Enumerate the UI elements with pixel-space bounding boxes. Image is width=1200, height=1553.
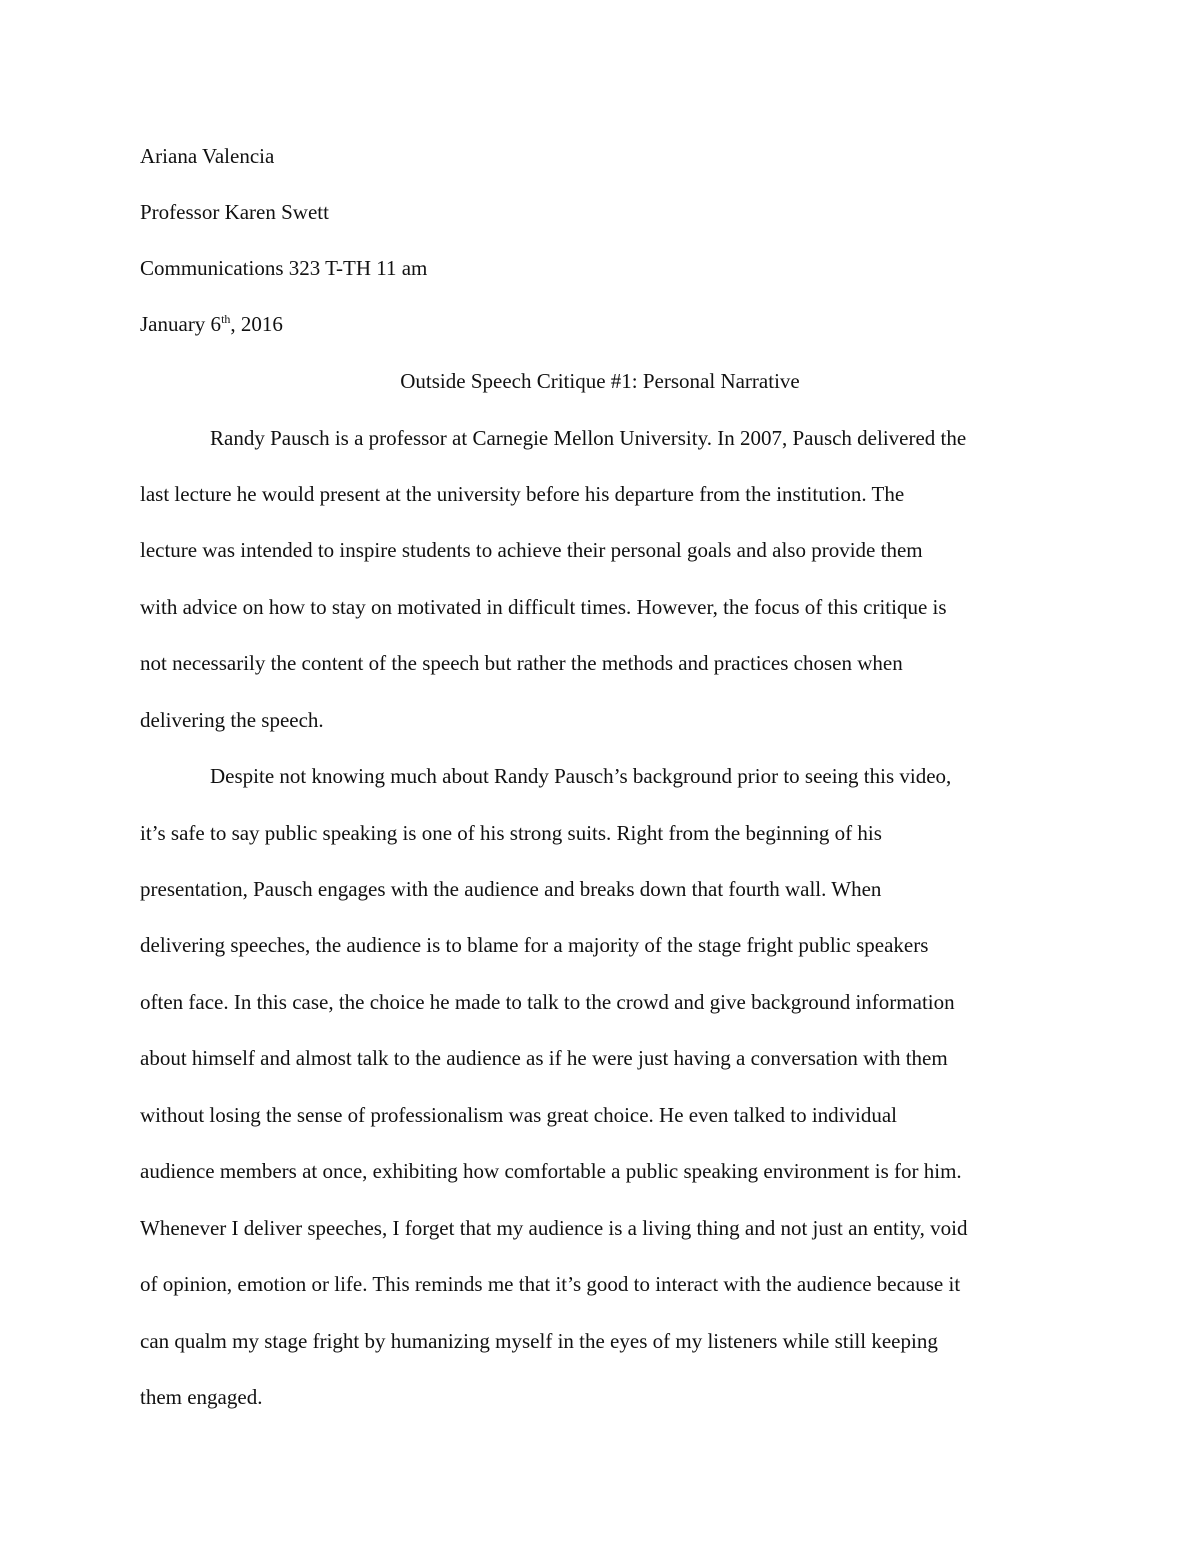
paragraph-line: last lecture he would present at the university before his departure from the institution. The bbox=[140, 482, 905, 506]
date-suffix: th bbox=[221, 312, 231, 326]
date bbox=[140, 314, 283, 335]
paragraph-line: Whenever I deliver speeches, I forget that my audience is a living thing and not just an entity, void bbox=[140, 1216, 968, 1240]
paragraph-line: with advice on how to stay on motivated in difficult times. However, the focus of this critique is bbox=[140, 595, 947, 619]
document-title: Outside Speech Critique #1: Personal Narrative bbox=[400, 369, 800, 393]
paragraph-line: often face. In this case, the choice he made to talk to the crowd and give background information bbox=[140, 990, 955, 1014]
paragraph-line: can qualm my stage fright by humanizing myself in the eyes of my listeners while still keeping bbox=[140, 1329, 938, 1353]
paragraph-line: without losing the sense of professionalism was great choice. He even talked to individual bbox=[140, 1103, 897, 1127]
date-month-day: January 6 bbox=[140, 312, 222, 336]
paragraph-line: audience members at once, exhibiting how comfortable a public speaking environment is for him. bbox=[140, 1159, 962, 1183]
paragraph-line: about himself and almost talk to the audience as if he were just having a conversation with them bbox=[140, 1046, 948, 1070]
paragraph-line: presentation, Pausch engages with the audience and breaks down that fourth wall. When bbox=[140, 877, 882, 901]
paragraph-line: Randy Pausch is a professor at Carnegie Mellon University. In 2007, Pausch delivered the bbox=[210, 426, 967, 450]
paragraph-line: Despite not knowing much about Randy Pausch’s background prior to seeing this video, bbox=[210, 764, 952, 788]
paragraph-line: of opinion, emotion or life. This reminds me that it’s good to interact with the audience because it bbox=[140, 1272, 961, 1296]
professor-name: Professor Karen Swett bbox=[140, 200, 329, 224]
student-name: Ariana Valencia bbox=[140, 144, 275, 168]
course-info: Communications 323 T-TH 11 am bbox=[140, 256, 428, 280]
paragraph-line: delivering speeches, the audience is to blame for a majority of the stage fright public speakers bbox=[140, 933, 929, 957]
date-year: , 2016 bbox=[230, 312, 283, 336]
paragraph-line: it’s safe to say public speaking is one of his strong suits. Right from the beginning of his bbox=[140, 821, 882, 845]
paragraph-line: them engaged. bbox=[140, 1385, 263, 1409]
paragraph-line: not necessarily the content of the speech but rather the methods and practices chosen when bbox=[140, 651, 903, 675]
paragraph-line: delivering the speech. bbox=[140, 708, 324, 732]
paragraph-line: lecture was intended to inspire students to achieve their personal goals and also provide them bbox=[140, 538, 923, 562]
